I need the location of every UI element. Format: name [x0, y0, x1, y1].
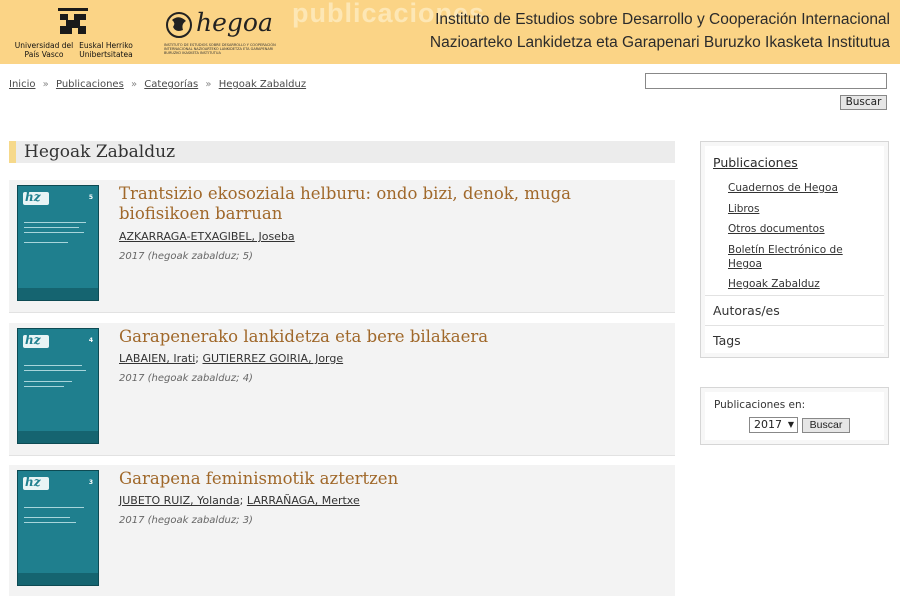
publication-authors — [119, 230, 295, 243]
dropdown-arrow-icon: ▼ — [787, 420, 794, 429]
institute-name-es: Instituto de Estudios sobre Desarrollo y Cooperación Internacional — [435, 11, 890, 28]
sidebar-link-hegoak-zabalduz[interactable]: Hegoak Zabalduz — [728, 278, 820, 290]
page-title: Hegoak Zabalduz — [24, 142, 176, 162]
publication-cover[interactable] — [17, 328, 99, 444]
hz-logo-icon — [23, 192, 49, 205]
publication-item — [9, 323, 675, 456]
upv-logo[interactable] — [14, 6, 132, 60]
publication-item — [9, 465, 675, 596]
cover-number: 5 — [88, 194, 93, 201]
sidebar-divider — [705, 295, 884, 296]
publication-meta: 2017 (hegoak zabalduz; 5) — [119, 251, 253, 262]
upv-name: Universidad del País Vasco — [14, 41, 74, 59]
sidebar-nav — [700, 141, 889, 358]
breadcrumb-categorias[interactable]: Categorías — [144, 79, 199, 90]
hegoa-subtitle: INSTITUTO DE ESTUDIOS SOBRE DESARROLLO Y COOPERACIÓN INTERNACIONAL NAZIOARTEKO LANKIDETZA ETA GARAPENARI BURUZKO IKASKETA INSTITUTUA — [164, 43, 276, 55]
cover-number: 3 — [88, 479, 93, 486]
site-header — [0, 0, 900, 64]
publicaciones-watermark: publicaciones — [292, 0, 486, 28]
author-link[interactable]: GUTIERREZ GOIRIA, Jorge — [202, 352, 344, 365]
author-link[interactable]: LARRAÑAGA, Mertxe — [246, 494, 360, 507]
sidebar-item-publicaciones[interactable]: Publicaciones — [713, 155, 798, 170]
breadcrumb-hegoak-zabalduz[interactable]: Hegoak Zabalduz — [218, 79, 307, 90]
page-title-bar — [9, 141, 675, 163]
publication-title-link[interactable]: Garapenerako lankidetza eta bere bilakaera — [119, 327, 489, 346]
breadcrumb-separator: » — [42, 79, 49, 90]
sidebar-link-libros[interactable]: Libros — [728, 203, 760, 215]
sidebar-item-autoras[interactable]: Autoras/es — [713, 303, 780, 318]
author-link[interactable]: AZKARRAGA-ETXAGIBEL, Joseba — [119, 230, 295, 243]
cover-number: 4 — [88, 337, 93, 344]
publication-authors: JUBETO RUIZ, Yolanda; LARRAÑAGA, Mertxe — [119, 494, 360, 507]
breadcrumb-publicaciones[interactable]: Publicaciones — [55, 79, 124, 90]
hz-logo-icon — [23, 477, 49, 490]
year-select-value: 2017 — [754, 418, 782, 431]
breadcrumb-separator: » — [130, 79, 138, 90]
publication-authors: LABAIEN, Irati; GUTIERREZ GOIRIA, Jorge — [119, 352, 344, 365]
publication-title-link[interactable]: Trantsizio ekosoziala helburu: ondo bizi, denok, muga biofisikoen barruan — [119, 184, 571, 223]
author-link[interactable]: LABAIEN, Irati — [119, 352, 196, 365]
publication-item — [9, 180, 675, 313]
sidebar-link-boletin[interactable]: Boletín Electrónico de Hegoa — [728, 244, 843, 270]
year-filter-label: Publicaciones en: — [714, 399, 806, 411]
publication-cover[interactable] — [17, 185, 99, 301]
search-input[interactable] — [645, 73, 887, 89]
year-filter-box — [700, 387, 889, 445]
author-link[interactable]: JUBETO RUIZ, Yolanda — [119, 494, 240, 507]
hegoa-wordmark: hegoa — [196, 8, 273, 37]
search-button[interactable]: Buscar — [840, 95, 887, 110]
upv-name-eu: Euskal Herriko Unibertsitatea — [79, 41, 133, 59]
sidebar-link-otros-documentos[interactable]: Otros documentos — [728, 223, 825, 235]
institute-name-eu: Nazioarteko Lankidetza eta Garapenari Buruzko Ikasketa Institutua — [429, 34, 890, 51]
publication-cover[interactable] — [17, 470, 99, 586]
publication-title-link[interactable]: Garapena feminismotik aztertzen — [119, 469, 399, 488]
sidebar-link-cuadernos[interactable]: Cuadernos de Hegoa — [728, 182, 838, 194]
hegoa-logo[interactable] — [164, 10, 279, 54]
hegoa-globe-icon — [164, 10, 194, 40]
publication-meta: 2017 (hegoak zabalduz; 3) — [119, 515, 253, 526]
breadcrumb-separator: » — [205, 79, 212, 90]
sidebar-item-tags[interactable]: Tags — [713, 333, 741, 348]
sidebar-divider — [705, 325, 884, 326]
breadcrumb-inicio[interactable]: Inicio — [9, 79, 36, 90]
year-select[interactable] — [749, 417, 798, 433]
publication-meta: 2017 (hegoak zabalduz; 4) — [119, 373, 253, 384]
upv-emblem-icon — [54, 6, 92, 36]
breadcrumb — [9, 79, 306, 90]
hz-logo-icon — [23, 335, 49, 348]
year-search-button[interactable]: Buscar — [802, 418, 850, 433]
